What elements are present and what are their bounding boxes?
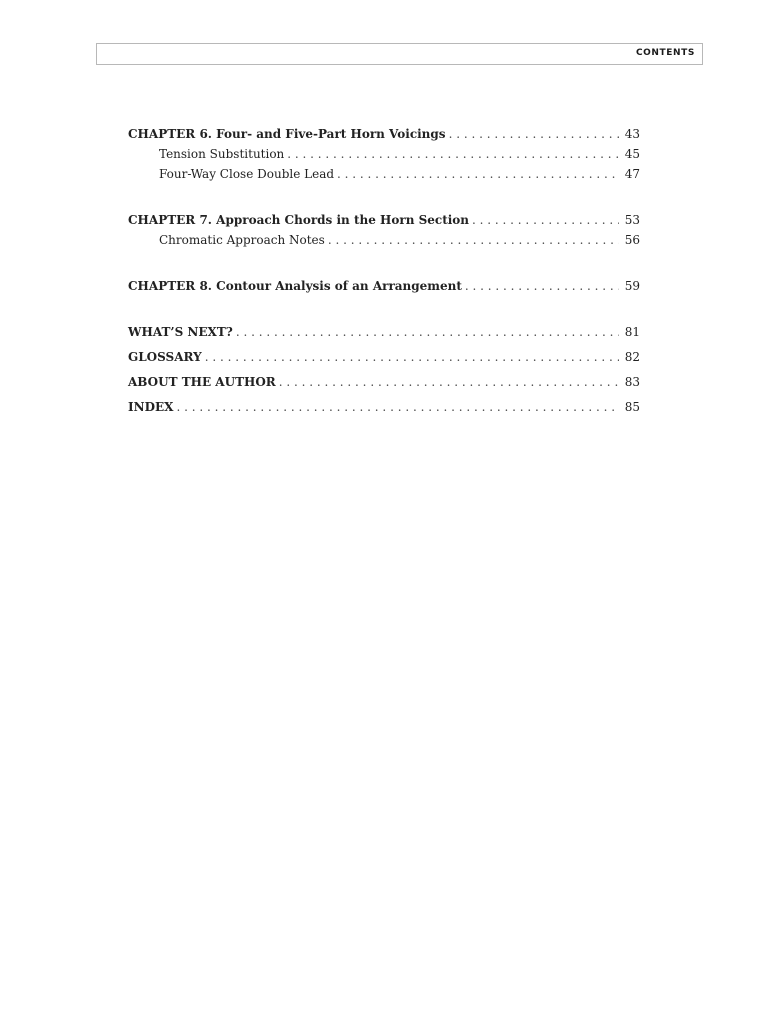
toc-spacer	[128, 296, 640, 322]
toc-dot-leader	[449, 124, 619, 144]
toc-page-number: 43	[624, 127, 640, 141]
toc-page-number: 81	[624, 325, 640, 339]
toc-dot-leader	[328, 230, 619, 250]
toc-entry-glossary[interactable]	[128, 347, 640, 367]
toc-page-number: 56	[624, 233, 640, 247]
toc-dot-leader	[279, 372, 619, 392]
toc-spacer	[128, 250, 640, 276]
toc-page-number: 47	[624, 167, 640, 181]
toc-entry-whats-next[interactable]	[128, 322, 640, 342]
toc-dot-leader	[205, 347, 619, 367]
toc-page-number: 53	[624, 213, 640, 227]
toc-dot-leader	[337, 164, 619, 184]
toc-entry-title: CHAPTER 8. Contour Analysis of an Arrangement	[128, 279, 462, 293]
toc-entry-about-the-author[interactable]	[128, 372, 640, 392]
toc-entry-tension-substitution[interactable]	[128, 144, 640, 164]
toc-entry-title: Chromatic Approach Notes	[159, 233, 325, 247]
toc-entry-title: INDEX	[128, 400, 174, 414]
running-header	[96, 43, 703, 65]
toc-page-number: 85	[624, 400, 640, 414]
toc-entry-chapter-6[interactable]	[128, 124, 640, 144]
toc-entry-chapter-8[interactable]	[128, 276, 640, 296]
toc-spacer	[128, 184, 640, 210]
toc-entry-title: WHAT’S NEXT?	[128, 325, 233, 339]
toc-entry-index[interactable]	[128, 397, 640, 417]
toc-entry-title: Four-Way Close Double Lead	[159, 167, 335, 181]
toc-dot-leader	[176, 397, 618, 417]
toc-entry-chromatic-approach-notes[interactable]	[128, 230, 640, 250]
toc-entry-title: CHAPTER 7. Approach Chords in the Horn Section	[128, 213, 470, 227]
toc-dot-leader	[236, 322, 619, 342]
toc-entry-four-way-close-double-lead[interactable]	[128, 164, 640, 184]
toc-entry-title: CHAPTER 6. Four- and Five-Part Horn Voicings	[128, 127, 446, 141]
toc-entry-title: Tension Substitution	[159, 147, 285, 161]
toc-entry-title: GLOSSARY	[128, 350, 202, 364]
toc-dot-leader	[287, 144, 618, 164]
running-header-label: CONTENTS	[635, 48, 695, 58]
toc-page-number: 59	[624, 279, 640, 293]
table-of-contents	[128, 124, 640, 417]
toc-entry-chapter-7[interactable]	[128, 210, 640, 230]
toc-page-number: 83	[624, 375, 640, 389]
toc-dot-leader	[472, 210, 619, 230]
toc-entry-title: ABOUT THE AUTHOR	[128, 375, 276, 389]
toc-page-number: 45	[624, 147, 640, 161]
toc-dot-leader	[465, 276, 619, 296]
toc-page-number: 82	[624, 350, 640, 364]
